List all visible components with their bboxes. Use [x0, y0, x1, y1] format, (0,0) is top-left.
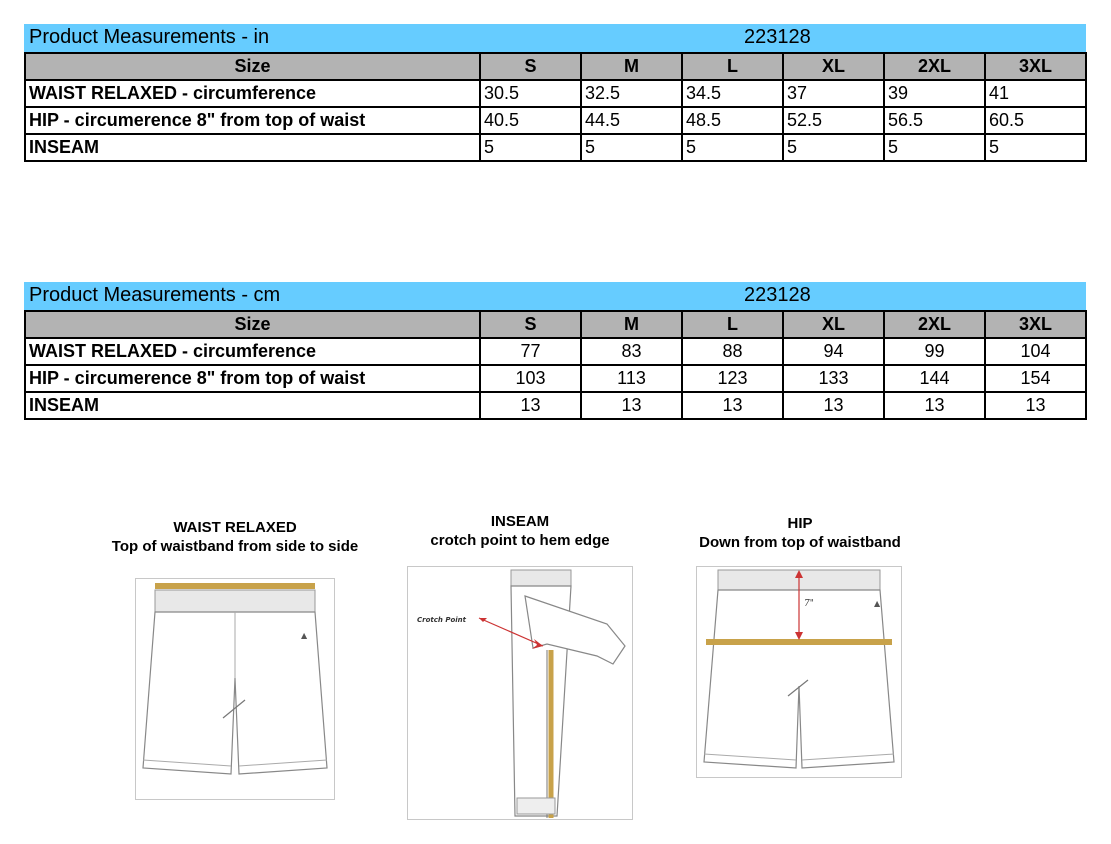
- measurements-table-cm: [24, 282, 1086, 420]
- table-cell: 37: [783, 80, 884, 107]
- table-cell: 60.5: [985, 107, 1086, 134]
- table-cell: 41: [985, 80, 1086, 107]
- row-label: INSEAM: [25, 392, 480, 419]
- table-row: [25, 80, 1086, 107]
- style-number: 223128: [744, 26, 811, 48]
- table-title-bar: [24, 282, 1086, 310]
- waist-diagram: [80, 518, 390, 818]
- size-header-row: [25, 53, 1086, 80]
- table-cell: 30.5: [480, 80, 581, 107]
- table-cell: 77: [480, 338, 581, 365]
- diagram-subtitle: Down from top of waistband: [699, 534, 901, 551]
- table-cell: 40.5: [480, 107, 581, 134]
- size-col-header: L: [682, 311, 783, 338]
- table-title: Product Measurements - in: [29, 26, 270, 48]
- size-col-header: 3XL: [985, 53, 1086, 80]
- style-number: 223128: [744, 284, 811, 306]
- svg-text:▲: ▲: [301, 631, 308, 640]
- table-cell: 13: [682, 392, 783, 419]
- size-header-label: Size: [25, 53, 480, 80]
- table-cell: 13: [480, 392, 581, 419]
- table-cell: 13: [985, 392, 1086, 419]
- row-label: WAIST RELAXED - circumference: [25, 80, 480, 107]
- hip-diagram: [660, 514, 940, 794]
- size-col-header: 3XL: [985, 311, 1086, 338]
- table-cell: 88: [682, 338, 783, 365]
- table-cell: 5: [985, 134, 1086, 161]
- table-cell: 39: [884, 80, 985, 107]
- table-row: [25, 338, 1086, 365]
- size-col-header: S: [480, 311, 581, 338]
- table-row: [25, 107, 1086, 134]
- table-row: [25, 134, 1086, 161]
- table-cell: 5: [581, 134, 682, 161]
- table-cell: 94: [783, 338, 884, 365]
- table-cell: 104: [985, 338, 1086, 365]
- table-cell: 103: [480, 365, 581, 392]
- table-cell: 5: [884, 134, 985, 161]
- size-col-header: 2XL: [884, 311, 985, 338]
- table-cell: 48.5: [682, 107, 783, 134]
- size-col-header: XL: [783, 311, 884, 338]
- size-col-header: L: [682, 53, 783, 80]
- size-col-header: XL: [783, 53, 884, 80]
- row-label: WAIST RELAXED - circumference: [25, 338, 480, 365]
- size-col-header: 2XL: [884, 53, 985, 80]
- table-row: [25, 365, 1086, 392]
- shorts-waist-icon: [135, 578, 335, 800]
- size-col-header: M: [581, 53, 682, 80]
- measurements-table-inches: [24, 24, 1086, 162]
- row-label: HIP - circumerence 8" from top of waist: [25, 107, 480, 134]
- crotch-point-callout: Crotch Point: [417, 616, 466, 624]
- table-row: [25, 392, 1086, 419]
- diagram-title: INSEAM: [490, 513, 550, 530]
- diagram-title: HIP: [787, 515, 813, 532]
- table-cell: 44.5: [581, 107, 682, 134]
- table-cell: 13: [783, 392, 884, 419]
- shorts-inseam-icon: [407, 566, 633, 820]
- svg-text:▲: ▲: [874, 599, 881, 608]
- size-header-label: Size: [25, 311, 480, 338]
- table-cell: 13: [581, 392, 682, 419]
- table-cell: 123: [682, 365, 783, 392]
- table-cell: 113: [581, 365, 682, 392]
- table-cell: 32.5: [581, 80, 682, 107]
- table-cell: 34.5: [682, 80, 783, 107]
- table-cell: 13: [884, 392, 985, 419]
- table-cell: 5: [480, 134, 581, 161]
- table-cell: 83: [581, 338, 682, 365]
- size-col-header: S: [480, 53, 581, 80]
- size-header-row: [25, 311, 1086, 338]
- table-cell: 56.5: [884, 107, 985, 134]
- diagram-title: WAIST RELAXED: [173, 519, 297, 536]
- table-cell: 144: [884, 365, 985, 392]
- size-col-header: M: [581, 311, 682, 338]
- row-label: INSEAM: [25, 134, 480, 161]
- shorts-hip-icon: [696, 566, 902, 778]
- table-title-bar: [24, 24, 1086, 52]
- table-title: Product Measurements - cm: [29, 284, 281, 306]
- table-cell: 5: [682, 134, 783, 161]
- table-cell: 154: [985, 365, 1086, 392]
- table-cell: 133: [783, 365, 884, 392]
- table-cell: 52.5: [783, 107, 884, 134]
- row-label: HIP - circumerence 8" from top of waist: [25, 365, 480, 392]
- inseam-diagram: [400, 512, 640, 822]
- diagram-subtitle: crotch point to hem edge: [430, 532, 610, 549]
- table-cell: 99: [884, 338, 985, 365]
- hip-measure-label: 7": [804, 599, 814, 609]
- diagram-subtitle: Top of waistband from side to side: [111, 538, 359, 555]
- table-cell: 5: [783, 134, 884, 161]
